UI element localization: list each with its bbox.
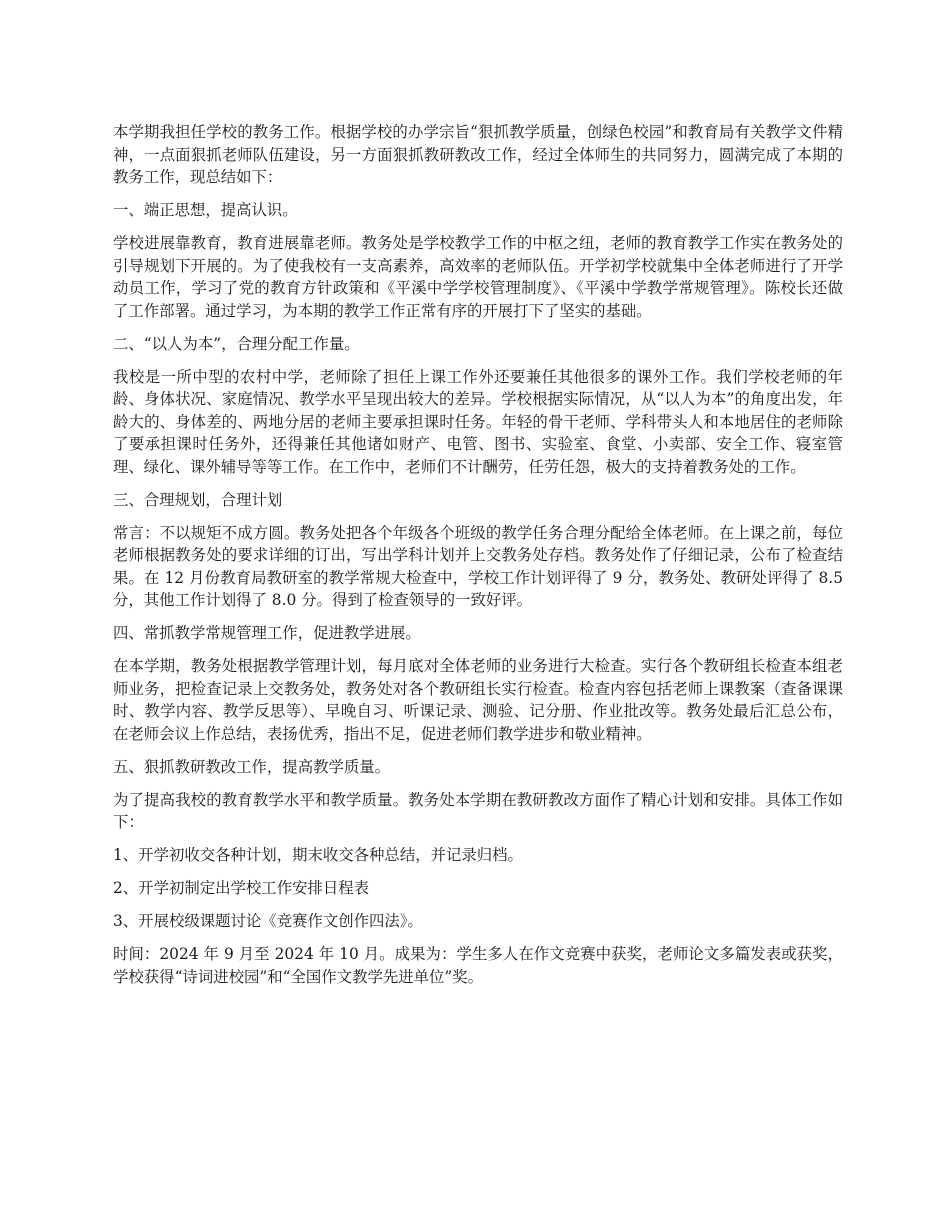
section-heading-4: 四、常抓教学常规管理工作，促进教学进展。: [113, 624, 421, 642]
list-item-1: 1、开学初收交各种计划，期末收交各种总结，并记录归档。: [113, 846, 523, 864]
section-5-paragraph: 为了提高我校的教育教学水平和教学质量。教务处本学期在教研教改方面作了精心计划和安排。具体工作如下：: [113, 790, 843, 831]
document-body: [113, 121, 843, 999]
section-heading-3: 三、合理规划，合理计划: [113, 490, 283, 509]
section-3-paragraph: 常言：不以规矩不成方圆。教务处把各个年级各个班级的教学任务合理分配给全体老师。在上课之前，每位老师根据教务处的要求详细的订出，写出学科计划并上交教务处存档。教务处作了仔细记录，公布了检查结果。在 12 月份教育局教研室的教学常规大检查中，学校工作计划评得了 9 分，教务处、教研处评得了 8.5 分，其他工作计划得了 8.0 分。得到了检查领导的一致好评。: [113, 523, 843, 609]
section-4-paragraph: 在本学期，教务处根据教学管理计划，每月底对全体老师的业务进行大检查。实行各个教研组长检查本组老师业务，把检查记录上交教务处，教务处对各个教研组长实行检查。检查内容包括老师上课教案（查备课课时、教学内容、教学反思等）、早晚自习、听课记录、测验、记分册、作业批改等。教务处最后汇总公布，在老师会议上作总结，表扬优秀，指出不足，促进老师们教学进步和敬业精神。: [113, 657, 843, 743]
section-2-paragraph: 我校是一所中型的农村中学，老师除了担任上课工作外还要兼任其他很多的课外工作。我们学校老师的年龄、身体状况、家庭情况、教学水平呈现出较大的差异。学校根据实际情况，从“以人为本”的角度出发，年龄大的、身体差的、两地分居的老师主要承担课时任务。年轻的骨干老师、学科带头人和本地居住的老师除了要承担课时任务外，还得兼任其他诸如财产、电管、图书、实验室、食堂、小卖部、安全工作、寝室管理、绿化、课外辅导等等工作。在工作中，老师们不计酬劳，任劳任怨，极大的支持着教务处的工作。: [113, 367, 843, 476]
list-item-3: 3、开展校级课题讨论《竞赛作文创作四法》。: [113, 912, 423, 930]
section-heading-5: 五、狠抓教研教改工作，提高教学质量。: [113, 757, 391, 776]
section-heading-2: 二、“以人为本”，合理分配工作量。: [113, 334, 360, 353]
section-1-paragraph: 学校进展靠教育，教育进展靠老师。教务处是学校教学工作的中枢之纽，老师的教育教学工作实在教务处的引导规划下开展的。为了使我校有一支高素养，高效率的老师队伍。开学初学校就集中全体老师进行了开学动员工作，学习了党的教育方针政策和《平溪中学学校管理制度》、《平溪中学教学常规管理》。陈校长还做了工作部署。通过学习，为本期的教学工作正常有序的开展打下了坚实的基础。: [113, 234, 843, 320]
section-heading-1: 一、端正思想，提高认识。: [113, 201, 298, 219]
intro-paragraph: 本学期我担任学校的教务工作。根据学校的办学宗旨“狠抓教学质量，创绿色校园”和教育局有关教学文件精神，一点面狠抓老师队伍建设，另一方面狠抓教研教改工作，经过全体师生的共同努力，圆满完成了本期的教务工作，现总结如下：: [113, 123, 843, 186]
results-paragraph: 时间：2024 年 9 月至 2024 年 10 月。成果为：学生多人在作文竞赛中获奖，老师论文多篇发表或获奖，学校获得“诗词进校园”和“全国作文教学先进单位”奖。: [113, 945, 843, 986]
list-item-2: 2、开学初制定出学校工作安排日程表: [113, 879, 370, 897]
